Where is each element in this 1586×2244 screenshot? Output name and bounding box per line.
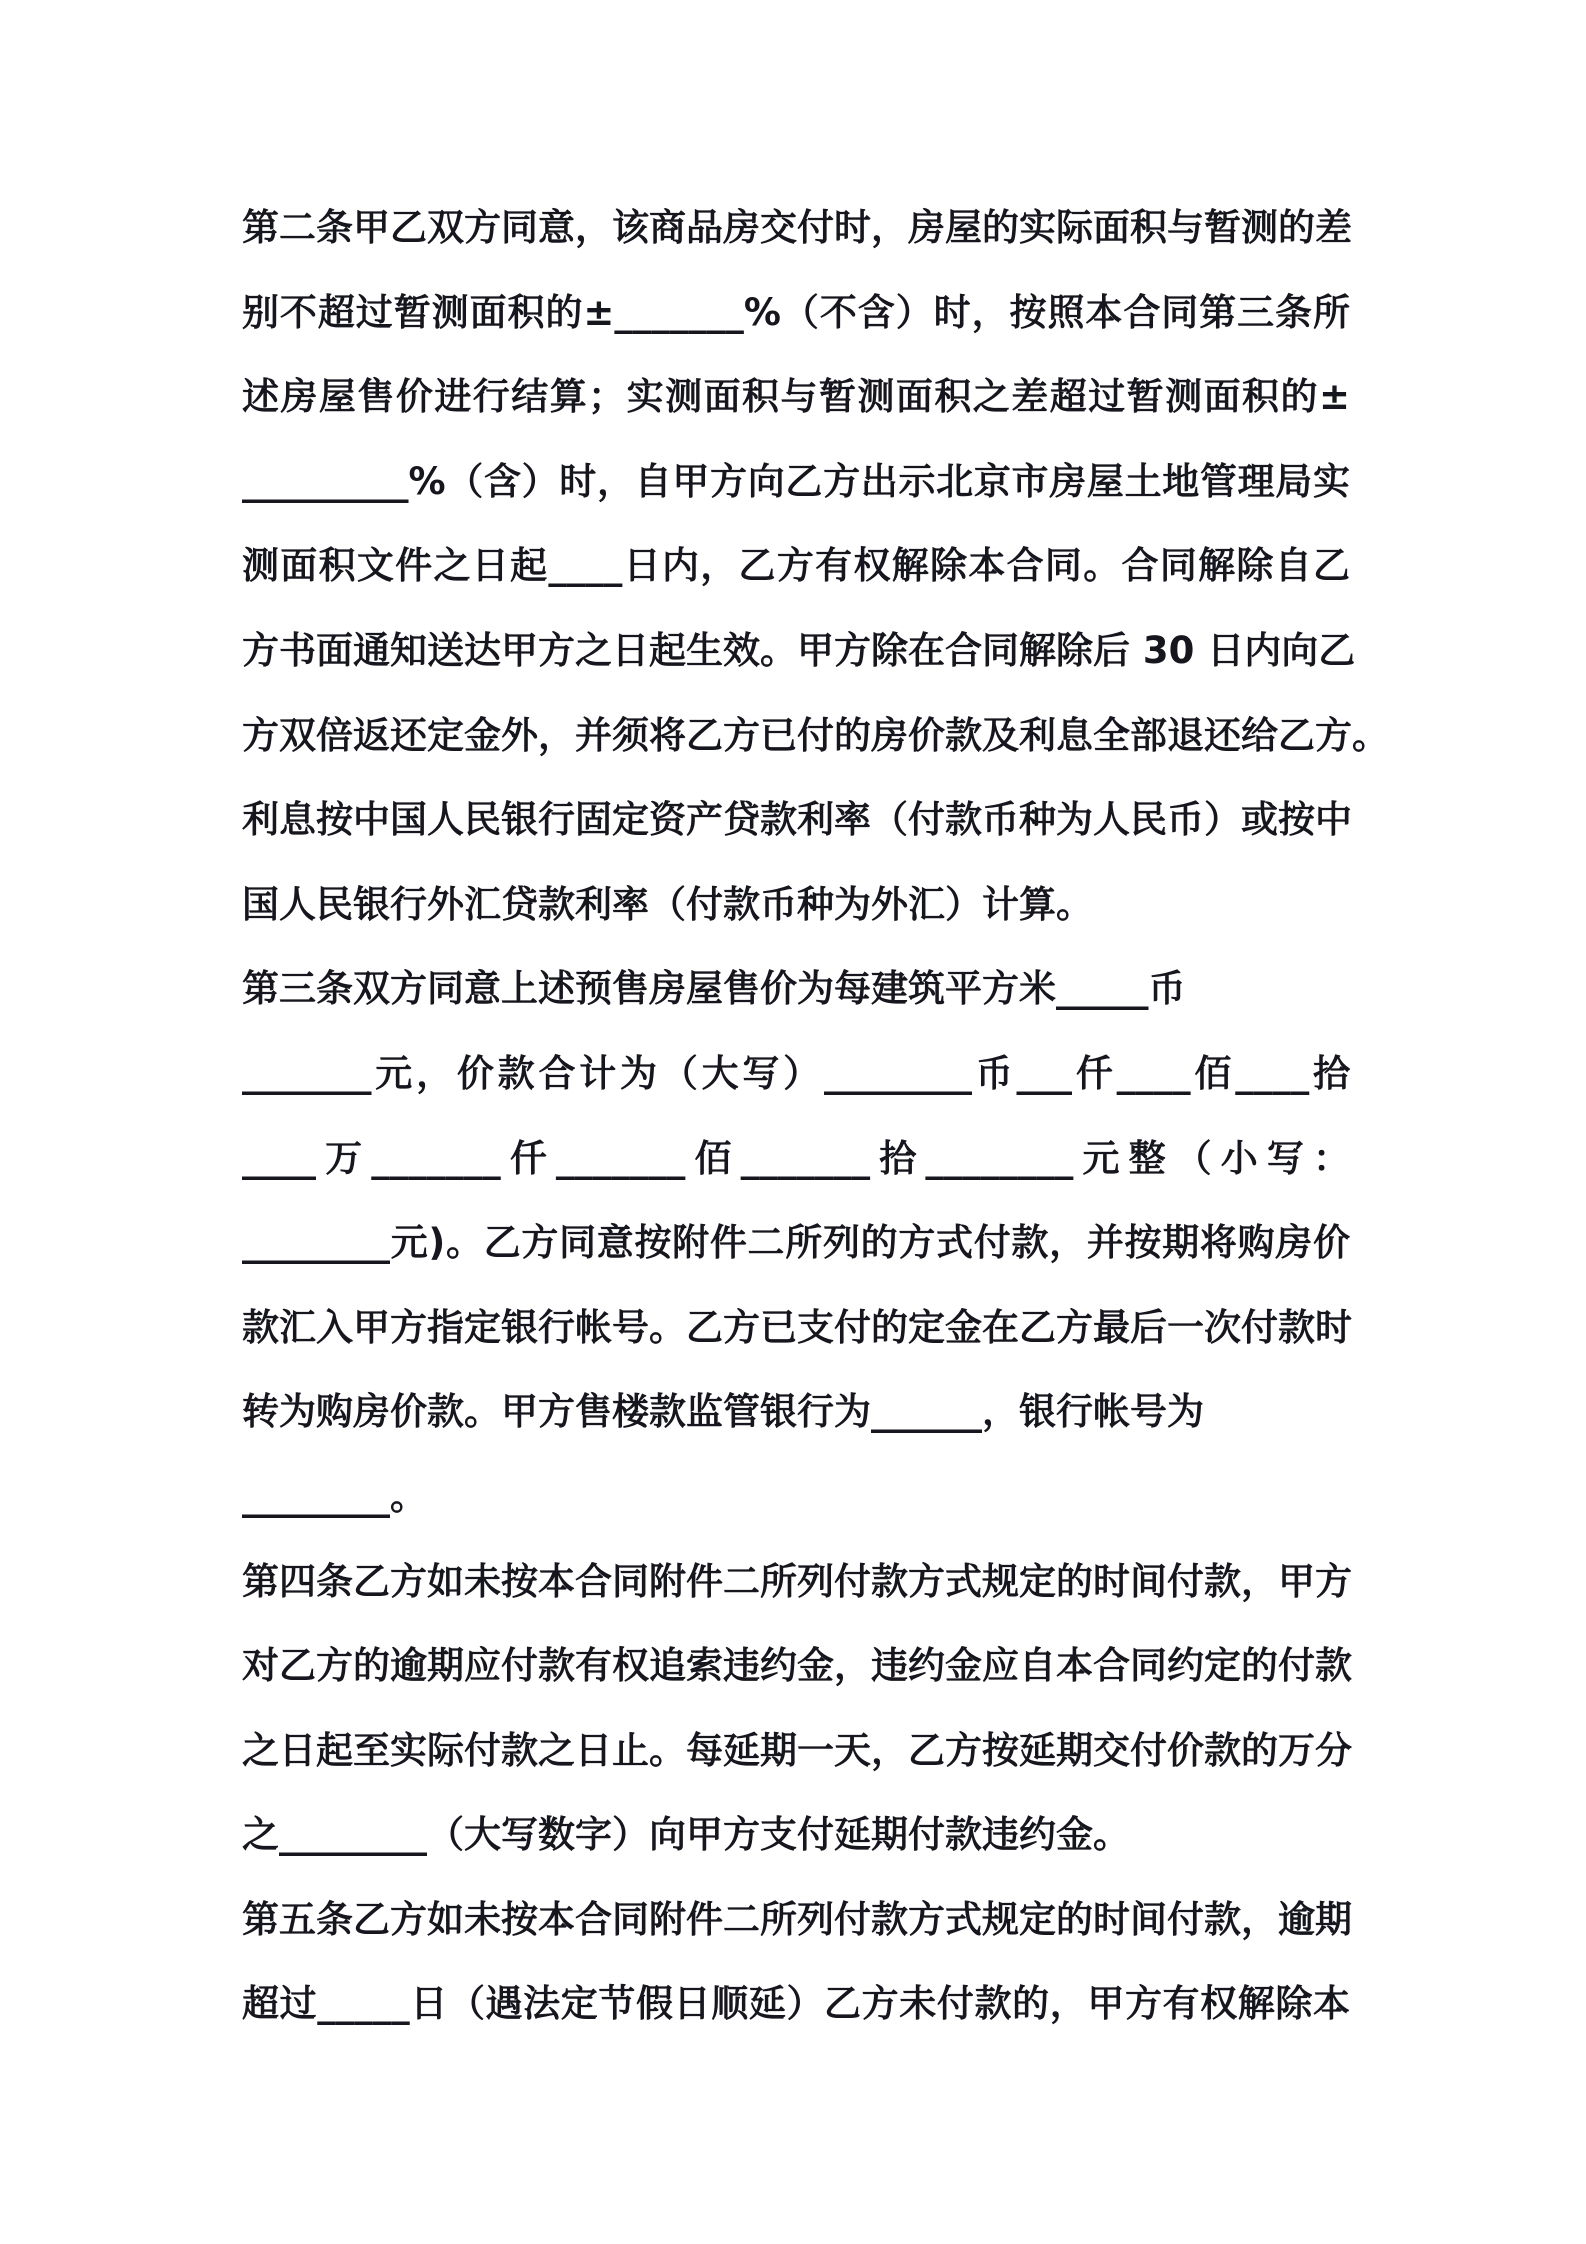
contract-line: 之________（大写数字）向甲方支付延期付款违约金。 (242, 1813, 1130, 1857)
contract-line: 超过_____日（遇法定节假日顺延）乙方未付款的，甲方有权解除本 (242, 1982, 1350, 2026)
contract-line: 第四条乙方如未按本合同附件二所列付款方式规定的时间付款，甲方 (242, 1559, 1352, 1603)
contract-line: 对乙方的逾期应付款有权追索违约金，违约金应自本合同约定的付款 (242, 1644, 1352, 1688)
contract-line: ____万_______仟_______佰_______拾________元整（小写： (242, 1136, 1350, 1180)
contract-line: 之日起至实际付款之日止。每延期一天，乙方按延期交付价款的万分 (242, 1728, 1352, 1772)
contract-line: 第二条甲乙双方同意，该商品房交付时，房屋的实际面积与暂测的差 (242, 206, 1352, 249)
contract-line: 方书面通知送达甲方之日起生效。甲方除在合同解除后 30 日内向乙 (242, 628, 1356, 672)
contract-line: _______元，价款合计为（大写）________币___仟____佰____拾 (242, 1051, 1350, 1095)
contract-text-block (242, 186, 1389, 2047)
contract-line: 测面积文件之日起____日内，乙方有权解除本合同。合同解除自乙 (242, 544, 1350, 588)
contract-line: ________元)。乙方同意按附件二所列的方式付款，并按期将购房价 (242, 1221, 1350, 1265)
contract-line: _________%（含）时，自甲方向乙方出示北京市房屋土地管理局实 (242, 459, 1350, 503)
contract-line: 利息按中国人民银行固定资产贷款利率（付款币种为人民币）或按中 (242, 798, 1352, 842)
contract-line: 别不超过暂测面积的±_______%（不含）时，按照本合同第三条所 (242, 290, 1350, 334)
contract-line: 述房屋售价进行结算；实测面积与暂测面积之差超过暂测面积的± (242, 375, 1350, 419)
contract-line: 第三条双方同意上述预售房屋售价为每建筑平方米_____币 (242, 967, 1186, 1011)
contract-line: ________。 (242, 1474, 427, 1518)
contract-line: 国人民银行外汇贷款利率（付款币种为外汇）计算。 (242, 882, 1093, 926)
contract-line: 转为购房价款。甲方售楼款监管银行为______，银行帐号为 (242, 1390, 1204, 1434)
contract-line: 款汇入甲方指定银行帐号。乙方已支付的定金在乙方最后一次付款时 (242, 1305, 1352, 1349)
contract-line: 方双倍返还定金外，并须将乙方已付的房价款及利息全部退还给乙方。 (242, 713, 1389, 757)
contract-line: 第五条乙方如未按本合同附件二所列付款方式规定的时间付款，逾期 (242, 1897, 1352, 1941)
